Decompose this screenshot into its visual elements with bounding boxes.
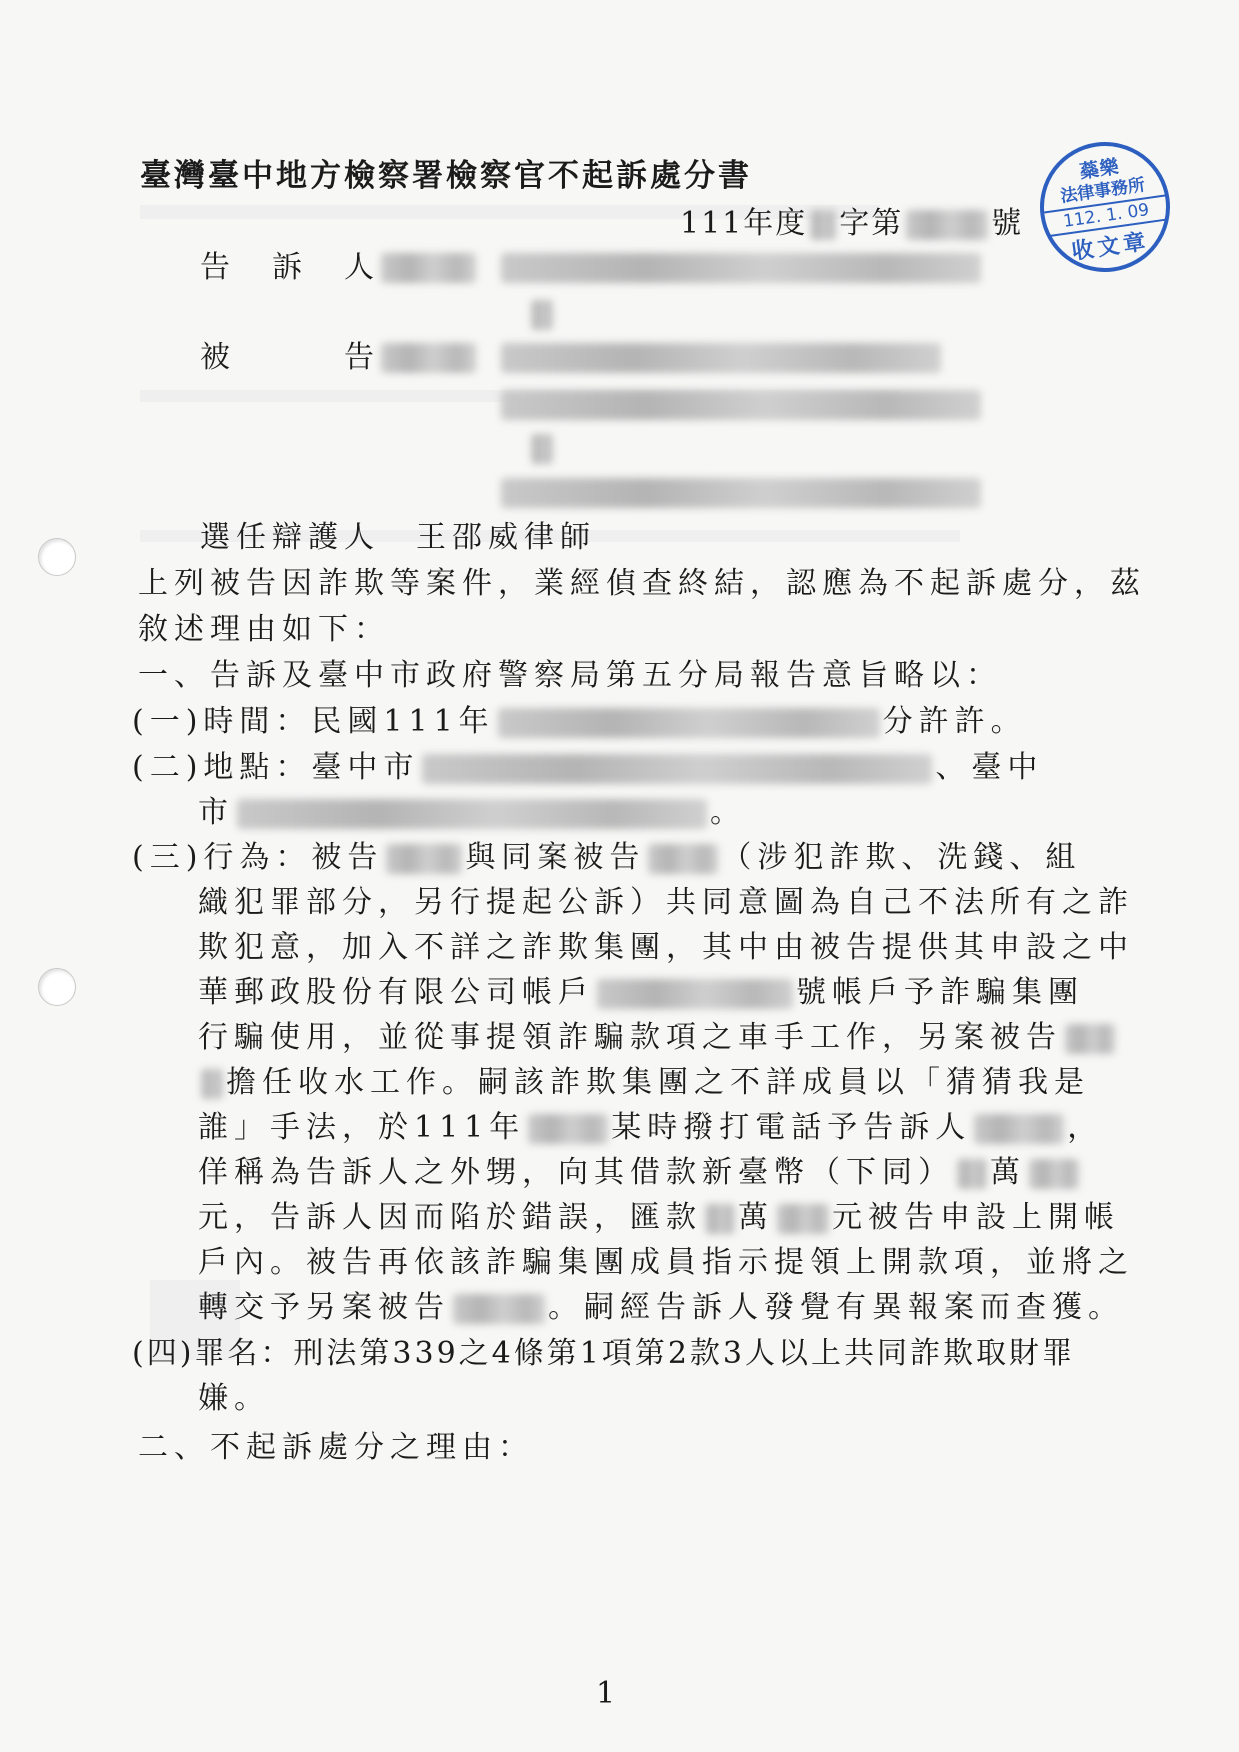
redacted-text: [501, 478, 981, 508]
redacted-text: [531, 434, 553, 464]
document-title: 臺灣臺中地方檢察署檢察官不起訴處分書: [140, 158, 752, 194]
redacted-text: [531, 300, 553, 330]
paragraph-line: 擔任收水工作。嗣該詐欺集團之不詳成員以「猜猜我是: [198, 1065, 1090, 1101]
redacted-text: [810, 210, 836, 240]
redacted-text: [705, 1204, 735, 1234]
defense-counsel: 選任辯護人 王邵威律師: [200, 520, 596, 555]
redacted-text: [381, 253, 476, 283]
paragraph-line: 佯稱為告訴人之外甥，向其借款新臺幣（下同） 萬: [198, 1155, 1082, 1191]
paragraph-line: 嫌。: [198, 1381, 270, 1416]
received-stamp: 蘂樂 法律事務所 112. 1. 09 收文章: [1032, 134, 1179, 281]
redacted-text: [1065, 1024, 1115, 1054]
paragraph-line: 轉交予另案被告 。嗣經告訴人發覺有異報案而查獲。: [198, 1290, 1124, 1325]
redacted-text: [1029, 1159, 1079, 1189]
redacted-text: [528, 1114, 608, 1144]
redacted-text: [237, 799, 707, 829]
redacted-text: [422, 754, 932, 784]
paragraph-line: 戶內。被告再依該詐騙集團成員指示提領上開款項，並將之: [198, 1245, 1134, 1280]
paragraph-line: 元，告訴人因而陷於錯誤，匯款 萬 元被告申設上開帳: [198, 1200, 1120, 1235]
punch-hole: [38, 538, 76, 576]
redacted-text: [498, 708, 880, 738]
intro-line: 上列被告因詐欺等案件，業經偵查終結，認應為不起訴處分，茲: [138, 566, 1146, 601]
defendant-label: 被 告: [200, 340, 380, 375]
intro-line: 敘述理由如下：: [138, 612, 390, 647]
section-heading: 二、不起訴處分之理由：: [138, 1430, 534, 1465]
redacted-text: [501, 343, 941, 373]
paragraph-line: 欺犯意，加入不詳之詐欺集團，其中由被告提供其申設之中: [198, 930, 1134, 965]
redacted-text: [648, 844, 718, 874]
redacted-text: [386, 844, 462, 874]
redacted-text: [777, 1204, 829, 1234]
case-number: 111年度 字第 號: [680, 206, 1024, 241]
complainant-label: 告 訴 人: [200, 250, 380, 285]
redacted-text: [957, 1159, 987, 1189]
paragraph-line: 行騙使用，並從事提領詐騙款項之車手工作，另案被告: [198, 1020, 1118, 1056]
paragraph-line: (三)行為：被告 與同案被告 （涉犯詐欺、洗錢、組: [132, 840, 1082, 875]
redacted-text: [974, 1114, 1064, 1144]
paragraph-line: (一)時間：民國111年 分許許。: [132, 704, 1027, 739]
redacted-text: [501, 253, 981, 283]
page-number: 1: [596, 1676, 616, 1711]
redacted-text: [201, 1069, 223, 1099]
paragraph-line: 織犯罪部分，另行提起公訴）共同意圖為自己不法所有之詐: [198, 885, 1134, 920]
paragraph-line: 華郵政股份有限公司帳戶 號帳戶予詐騙集團: [198, 975, 1084, 1010]
paragraph-line: (二)地點：臺中市 、臺中: [132, 750, 1044, 785]
redacted-text: [906, 210, 988, 240]
redacted-text: [597, 979, 793, 1009]
paragraph-line: 誰」手法，於111年 某時撥打電話予告訴人 ，: [198, 1110, 1104, 1145]
redacted-text: [501, 390, 981, 420]
redacted-text: [453, 1294, 545, 1324]
paragraph-line: 市 。: [198, 795, 746, 830]
paragraph-line: (四)罪名：刑法第339之4條第1項第2款3人以上共同詐欺取財罪: [132, 1336, 1076, 1371]
punch-hole: [38, 968, 76, 1006]
redacted-text: [381, 343, 476, 373]
section-heading: 一、告訴及臺中市政府警察局第五分局報告意旨略以：: [138, 658, 1002, 693]
